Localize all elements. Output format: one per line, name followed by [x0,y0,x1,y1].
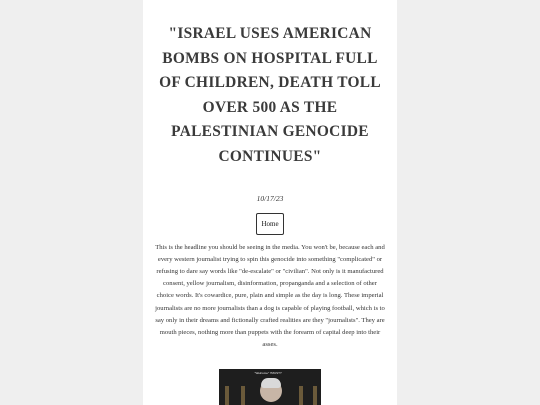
image-caption: "Welcome" ?MUST? [254,371,282,375]
home-button-wrap [143,213,397,235]
speaker-hair [261,378,281,388]
home-button[interactable]: Home [256,213,283,235]
article-page [143,0,397,405]
flag-pole-left [225,386,229,405]
flag-pole-right [299,386,303,405]
article-date: 10/17/23 [256,193,284,203]
article-body: This is the headline you should be seeing in the media. You won't be, because each and every western journalist trying to spin this genocide into something "complicated" or refusing to dare say words like "de-escalate" or "civilian". Not only is it manufactured consent, yellow journalism, disinformation, propanganda and a selection of other choice words. It's cowardice, pure, plain and simple as the day is long. These imperial journalists are no more journalists than a dog is capable of playing football, which is to say only in their dreams and fictionally crafted realities are they "journalists". They are mouth pieces, nothing more than puppets with the forearm of capital deep into their asses. [155,243,385,349]
flag-pole-far-right [313,386,317,405]
flag-pole-mid [241,386,245,405]
article-title: "ISRAEL USES AMERICAN BOMBS ON HOSPITAL FULL OF CHILDREN, DEATH TOLL OVER 500 AS THE PALESTINIAN GENOCIDE CONTINUES" [159,25,381,165]
article-image[interactable] [219,369,321,405]
